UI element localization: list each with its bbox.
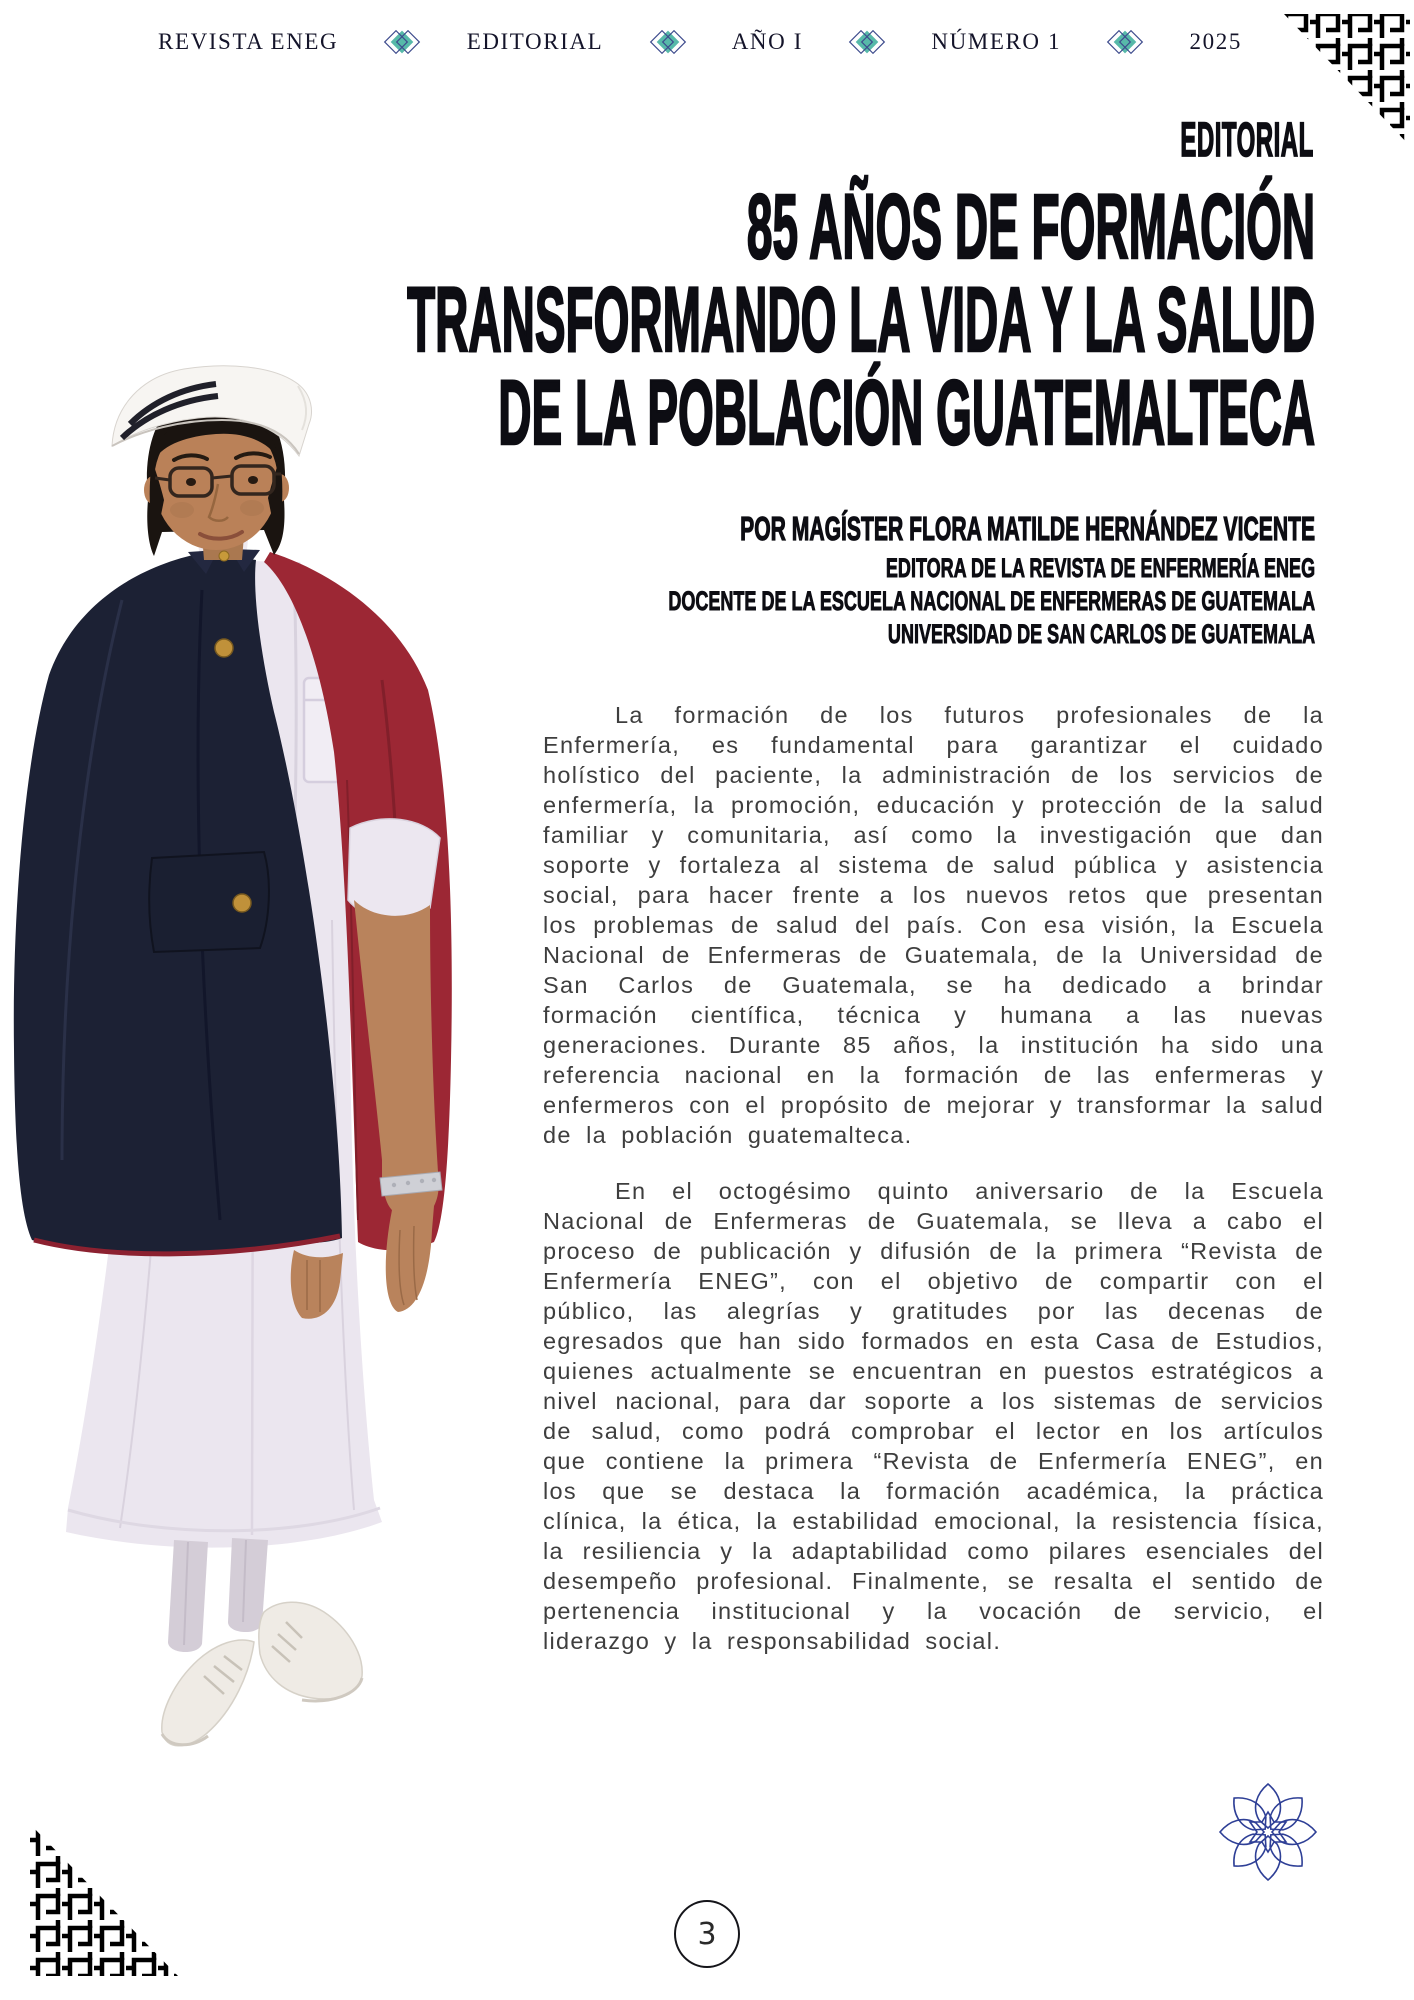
corner-fret-pattern-bottom-left xyxy=(30,1824,180,1978)
masthead-year-label: AÑO I xyxy=(731,29,803,54)
masthead xyxy=(158,22,1242,62)
page-number: 3 xyxy=(697,1916,717,1952)
title-line: TRANSFORMANDO LA VIDA Y LA SALUD xyxy=(406,269,1315,371)
title-line: 85 AÑOS DE FORMACIÓN xyxy=(746,176,1315,278)
masthead-issue-label: NÚMERO 1 xyxy=(931,29,1062,54)
byline-author: POR MAGÍSTER FLORA MATILDE HERNÁNDEZ VICENTE xyxy=(740,510,1315,547)
byline xyxy=(364,506,1315,651)
nurse-portrait-photo xyxy=(2,360,467,1770)
section-label: EDITORIAL xyxy=(1180,114,1314,167)
masthead-edition-year: 2025 xyxy=(1189,29,1242,54)
masthead-journal-name: REVISTA ENEG xyxy=(158,29,339,54)
diamond-separator-icon xyxy=(646,22,690,62)
article-body xyxy=(543,700,1324,1682)
diamond-separator-icon xyxy=(845,22,889,62)
byline-role: DOCENTE DE LA ESCUELA NACIONAL DE ENFERMERAS DE GUATEMALA xyxy=(668,586,1315,616)
rosette-ornament xyxy=(1212,1776,1324,1888)
masthead-section: EDITORIAL xyxy=(466,29,604,54)
body-paragraph: En el octogésimo quinto aniversario de la Escuela Nacional de Enfermeras de Guatemala, se lleva a cabo el proceso de publicación y difusión de la primera “Revista de Enfermería ENEG”, con el objetivo de compartir con el público, las alegrías y gratitudes por las decenas de egresados que han sido formados en esta Casa de Estudios, quienes actualmente se encuentran en puestos estratégicos a nivel nacional, para dar soporte a los sistemas de servicios de salud, como podrá comprobar el lector en los artículos que contiene la primera “Revista de Enfermería ENEG”, en los que se destaca la formación académica, la práctica clínica, la ética, la estabilidad emocional, la resistencia física, la resiliencia y la adaptabilidad como pilares esenciales del desempeño profesional. Finalmente, se resalta el sentido de pertenencia institucional y la vocación de servicio, el liderazgo y la responsabilidad social. xyxy=(543,1178,1324,1654)
page-number-badge xyxy=(674,1900,740,1968)
byline-role: EDITORA DE LA REVISTA DE ENFERMERÍA ENEG xyxy=(885,553,1315,583)
byline-role: UNIVERSIDAD DE SAN CARLOS DE GUATEMALA xyxy=(887,619,1315,649)
body-paragraph: La formación de los futuros profesionales de la Enfermería, es fundamental para garantizar el cuidado holístico del paciente, la administración de los servicios de enfermería, la promoción, educación y protección de la salud familiar y comunitaria, así como la investigación que dan soporte y fortaleza al sistema de salud pública y asistencia social, para hacer frente a los nuevos retos que presentan los problemas de salud del país. Con esa visión, la Escuela Nacional de Enfermeras de Guatemala, de la Universidad de San Carlos de Guatemala, se ha dedicado a brindar formación científica, técnica y humana a las nuevas generaciones. Durante 85 años, la institución ha sido una referencia nacional en la formación de las enfermeras y enfermeros con el propósito de mejorar y transformar la salud de la población guatemalteca. xyxy=(543,702,1324,1148)
diamond-separator-icon xyxy=(380,22,424,62)
diamond-separator-icon xyxy=(1103,22,1147,62)
title-line: DE LA POBLACIÓN GUATEMALTECA xyxy=(498,362,1315,464)
